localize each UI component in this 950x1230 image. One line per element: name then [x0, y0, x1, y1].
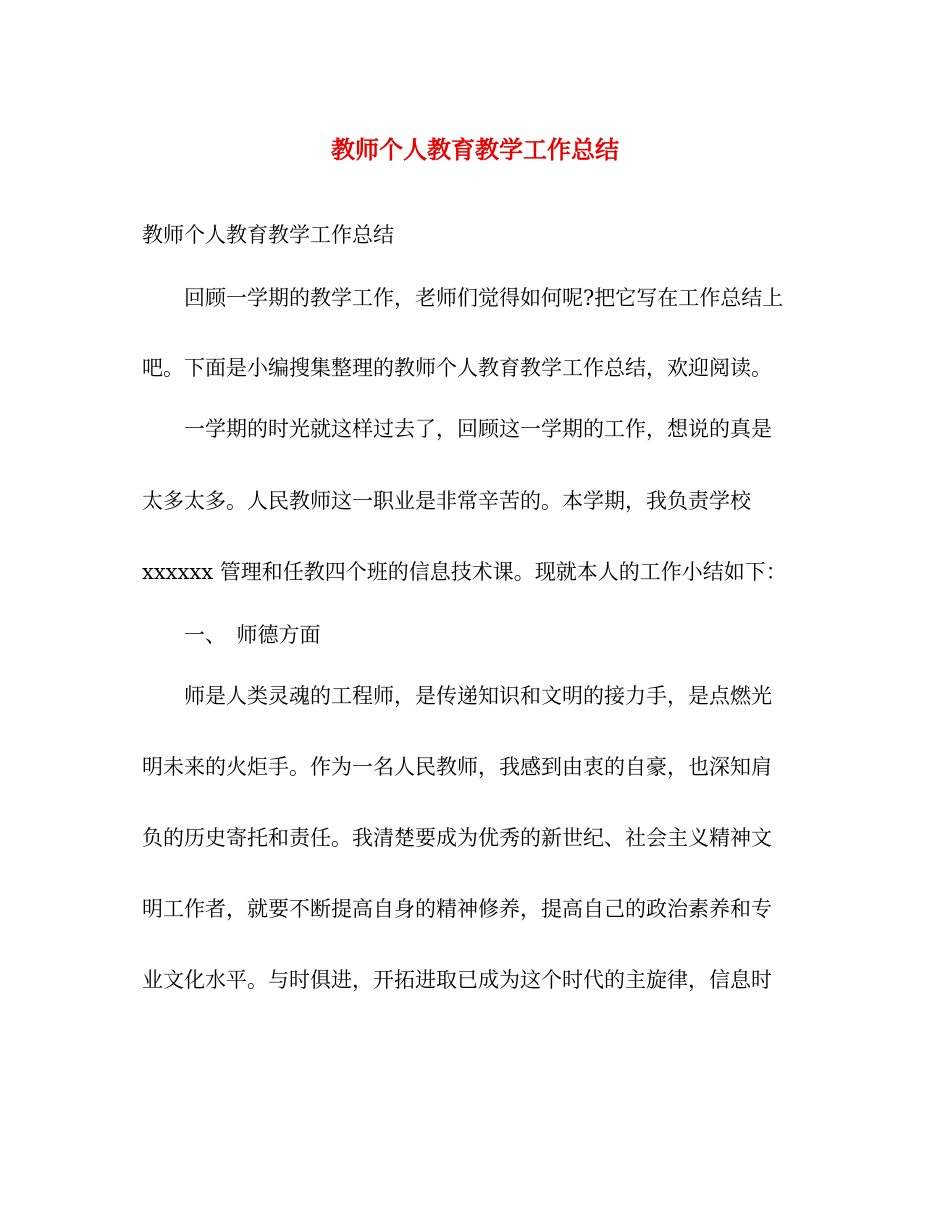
document-title: 教师个人教育教学工作总结: [331, 135, 619, 164]
paragraph-line: 一学期的时光就这样过去了，回顾这一学期的工作，想说的真是: [184, 417, 772, 441]
paragraph-line: 业文化水平。与时俱进，开拓进取已成为这个时代的主旋律，信息时: [142, 968, 772, 992]
paragraph-line: xxxxxx 管理和任教四个班的信息技术课。现就本人的工作小结如下：: [142, 560, 787, 584]
section-heading: 一、 师德方面: [184, 623, 321, 647]
paragraph-line: 负的历史寄托和责任。我清楚要成为优秀的新世纪、社会主义精神文: [142, 826, 772, 850]
paragraph-line: 太多太多。人民教师这一职业是非常辛苦的。本学期，我负责学校: [142, 489, 751, 513]
paragraph-line: 明工作者，就要不断提高自身的精神修养，提高自己的政治素养和专: [142, 897, 772, 921]
document-subtitle: 教师个人教育教学工作总结: [142, 223, 394, 247]
paragraph-line: 回顾一学期的教学工作，老师们觉得如何呢?把它写在工作总结上: [184, 286, 784, 310]
paragraph-line: 吧。下面是小编搜集整理的教师个人教育教学工作总结，欢迎阅读。: [142, 356, 772, 380]
paragraph-line: 明未来的火炬手。作为一名人民教师，我感到由衷的自豪，也深知肩: [142, 755, 772, 779]
paragraph-line: 师是人类灵魂的工程师，是传递知识和文明的接力手，是点燃光: [184, 684, 772, 708]
